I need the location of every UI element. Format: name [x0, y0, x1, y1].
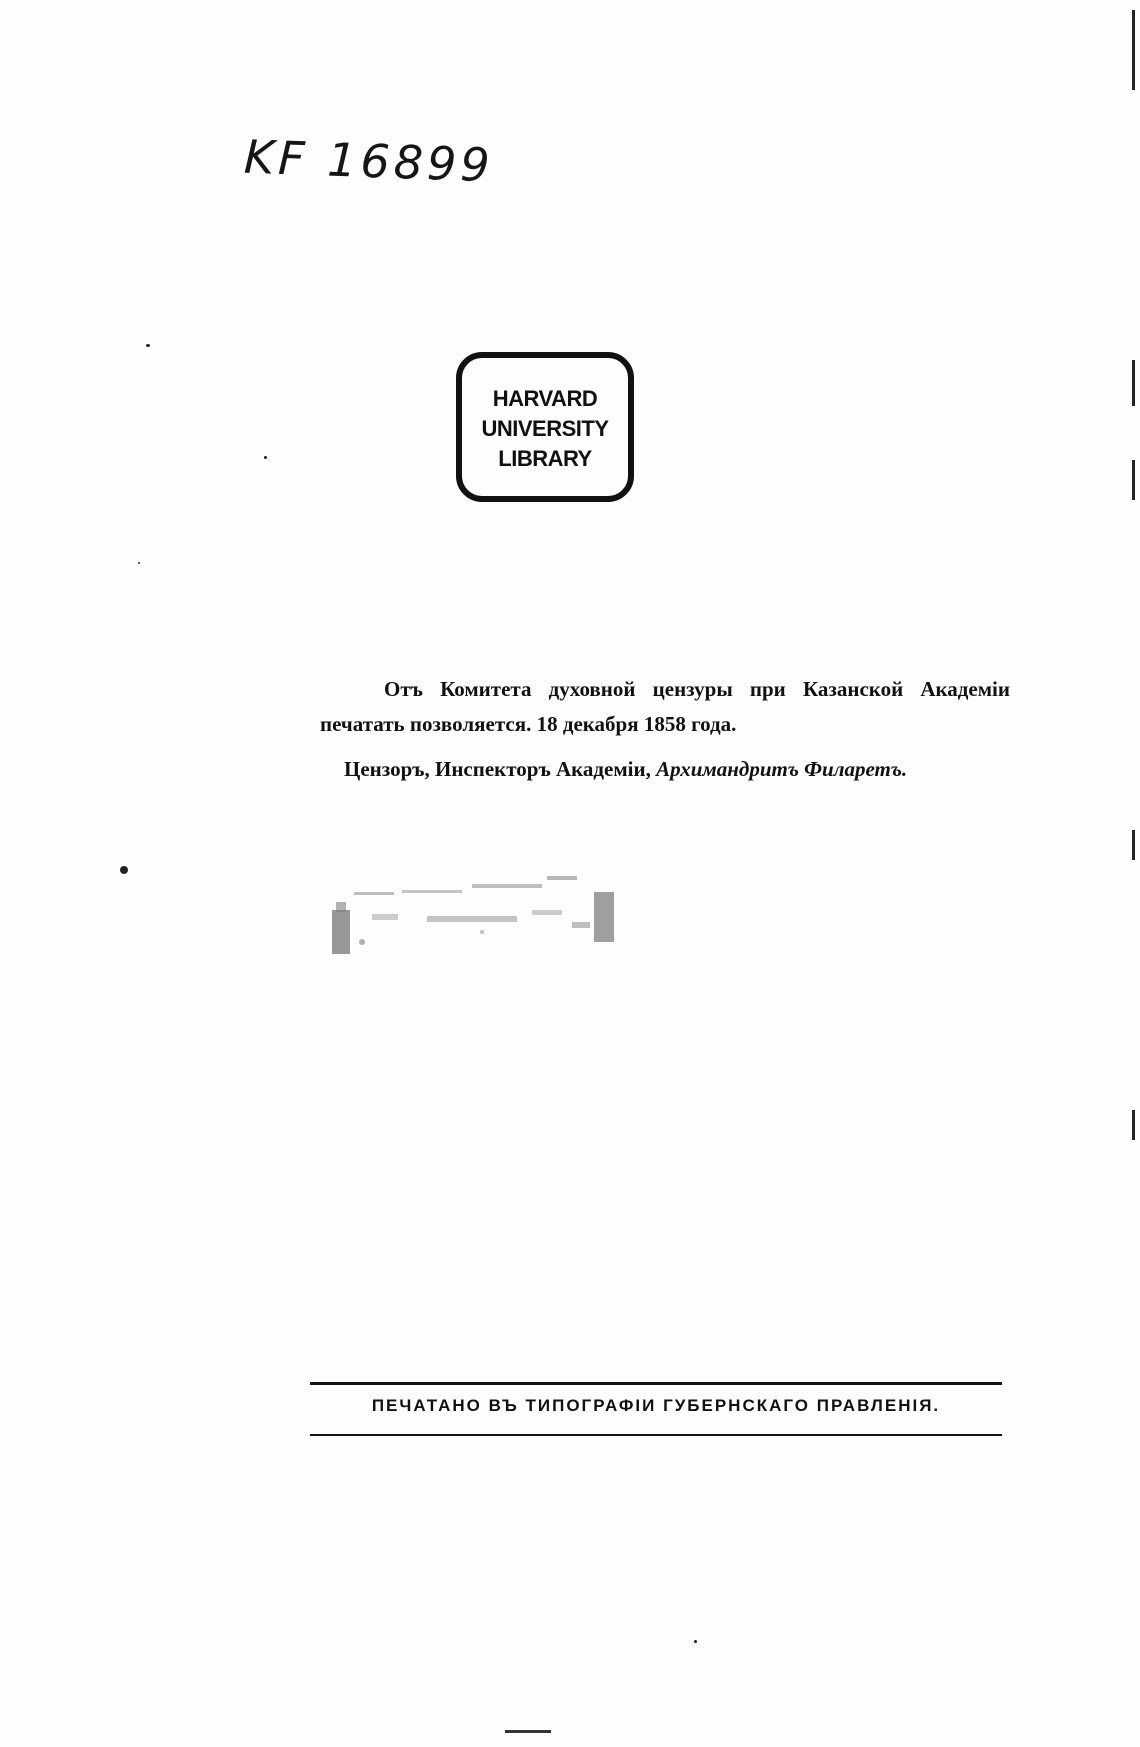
ink-speck	[694, 1640, 697, 1643]
stamp-line-university: UNIVERSITY	[481, 416, 609, 441]
page-bottom-mark	[505, 1730, 551, 1733]
stamp-line-library: LIBRARY	[498, 446, 592, 471]
bottom-rule	[310, 1434, 1002, 1436]
censorship-permission-text: Отъ Комитета духовной цензуры при Казанской Академіи печатать позволяется. 18 декабря 1858 года.	[320, 677, 1010, 736]
scan-edge-mark	[1132, 1110, 1135, 1140]
faded-ink-stamp	[332, 872, 622, 958]
ink-speck	[146, 344, 150, 347]
scan-edge-mark	[1132, 830, 1135, 860]
top-rule	[310, 1382, 1002, 1385]
handwritten-shelfmark: KF 16899	[243, 129, 495, 193]
stamp-line-harvard: HARVARD	[492, 386, 598, 411]
ink-speck	[120, 866, 128, 874]
ink-speck	[264, 456, 267, 459]
scan-edge-mark	[1132, 10, 1135, 90]
ink-speck	[138, 562, 140, 564]
printer-imprint: ПЕЧАТАНО ВЪ ТИПОГРАФІИ ГУБЕРНСКАГО ПРАВЛЕНІЯ.	[371, 1396, 941, 1415]
censor-signature	[320, 752, 1010, 787]
scan-edge-mark	[1132, 460, 1135, 500]
censor-name: Архимандритъ Филаретъ.	[656, 757, 908, 781]
scan-edge-mark	[1132, 360, 1135, 406]
censorship-notice	[320, 672, 1010, 787]
harvard-library-stamp	[456, 352, 634, 502]
censor-title: Цензоръ, Инспекторъ Академіи,	[344, 757, 651, 781]
